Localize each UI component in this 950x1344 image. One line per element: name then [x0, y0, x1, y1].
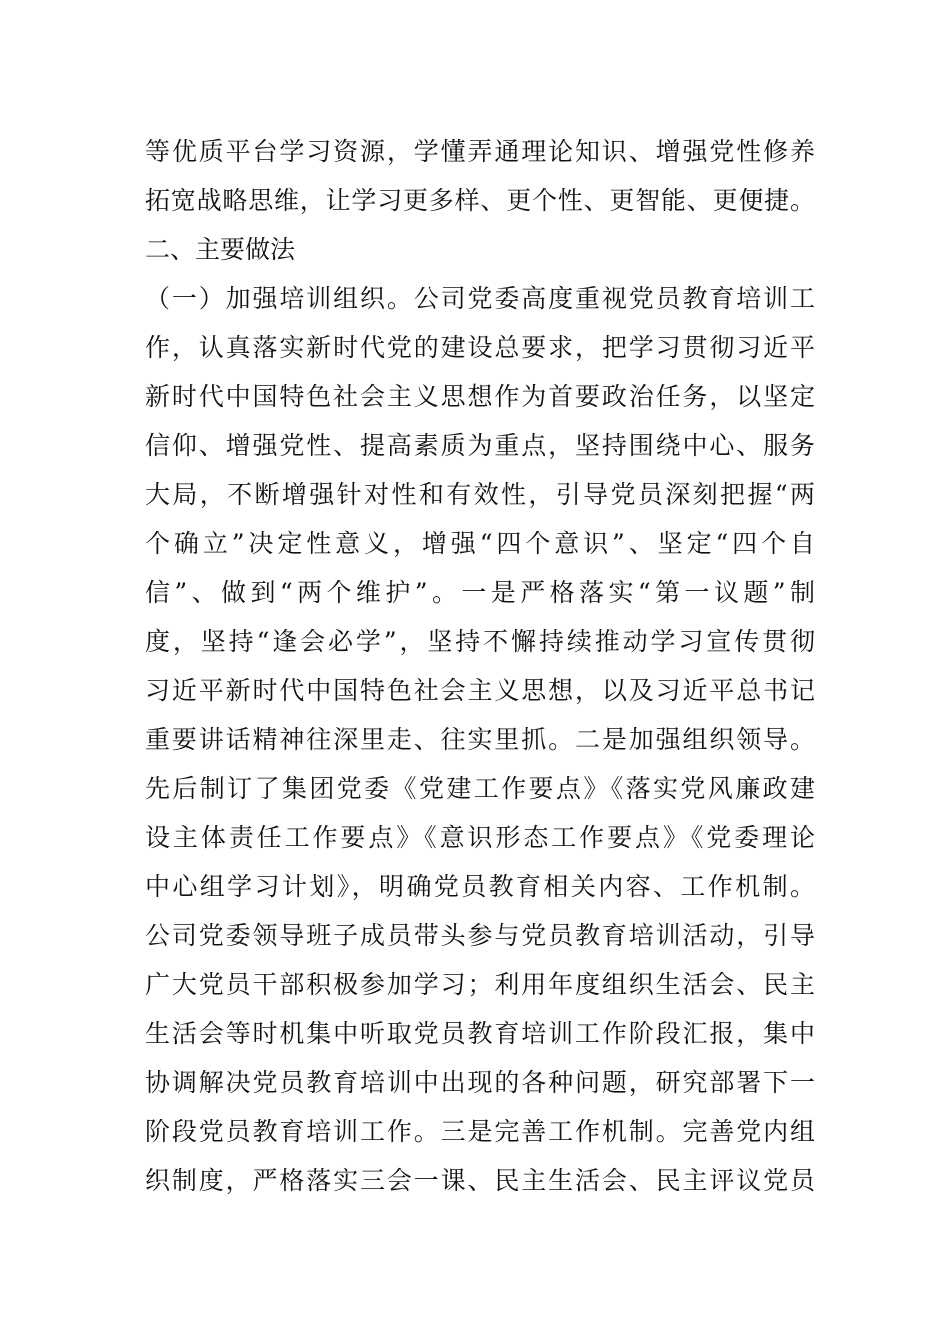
- text-line: 协调解决党员教育培训中出现的各种问题，研究部署下一: [145, 1068, 815, 1097]
- text-line: 生活会等时机集中听取党员教育培训工作阶段汇报，集中: [145, 1019, 815, 1048]
- text-line: 信仰、增强党性、提高素质为重点，坚持围绕中心、服务: [145, 431, 815, 460]
- text-line: 公司党委领导班子成员带头参与党员教育培训活动，引导: [145, 921, 815, 950]
- text-line: （一）加强培训组织。公司党委高度重视党员教育培训工: [145, 284, 815, 313]
- text-line: 中心组学习计划》，明确党员教育相关内容、工作机制。: [145, 872, 815, 901]
- text-line: 拓宽战略思维，让学习更多样、更个性、更智能、更便捷。: [145, 186, 815, 215]
- text-line: 设主体责任工作要点》《意识形态工作要点》《党委理论: [145, 823, 815, 852]
- text-line: 等优质平台学习资源，学懂弄通理论知识、增强党性修养: [145, 137, 815, 166]
- section-heading: 二、主要做法: [145, 235, 296, 264]
- text-line: 个确立”决定性意义，增强“四个意识”、坚定“四个自: [145, 529, 815, 558]
- text-line: 先后制订了集团党委《党建工作要点》《落实党风廉政建: [145, 774, 815, 803]
- text-line: 阶段党员教育培训工作。三是完善工作机制。完善党内组: [145, 1117, 815, 1146]
- text-line: 广大党员干部积极参加学习；利用年度组织生活会、民主: [145, 970, 815, 999]
- text-line: 织制度，严格落实三会一课、民主生活会、民主评议党员: [145, 1166, 815, 1195]
- text-line: 大局，不断增强针对性和有效性，引导党员深刻把握“两: [145, 480, 815, 509]
- text-line: 作，认真落实新时代党的建设总要求，把学习贯彻习近平: [145, 333, 815, 362]
- text-line: 信”、做到“两个维护”。一是严格落实“第一议题”制: [145, 578, 815, 607]
- text-line: 度，坚持“逢会必学”，坚持不懈持续推动学习宣传贯彻: [145, 627, 815, 656]
- text-line: 新时代中国特色社会主义思想作为首要政治任务，以坚定: [145, 382, 815, 411]
- text-line: 习近平新时代中国特色社会主义思想，以及习近平总书记: [145, 676, 815, 705]
- text-line: 重要讲话精神往深里走、往实里抓。二是加强组织领导。: [145, 725, 815, 754]
